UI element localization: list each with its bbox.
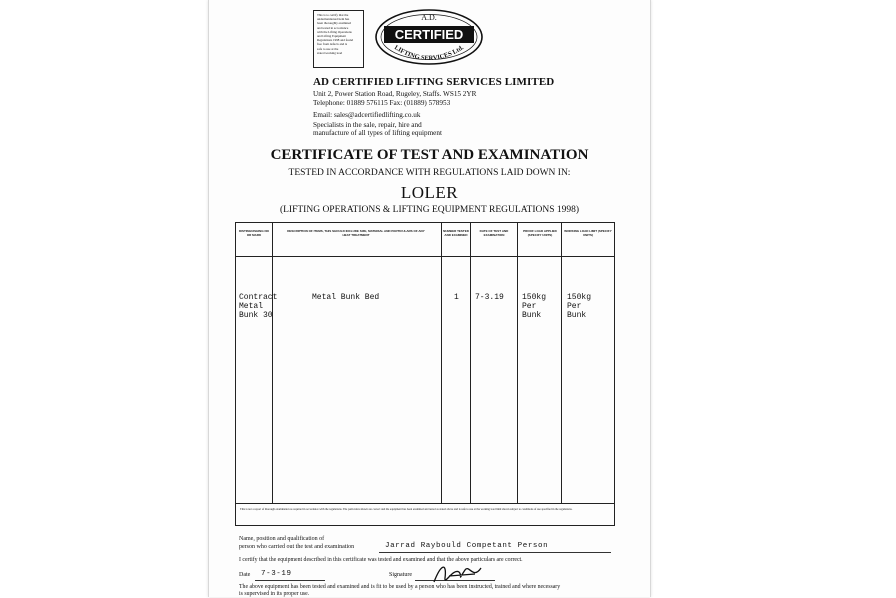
notice-line: safe to use at the [317, 46, 339, 51]
name-label: Name, position and qualification of [239, 536, 325, 542]
cell-number: 1 [454, 293, 459, 302]
notice-line: This is to certify that the [317, 13, 349, 17]
header-proof-load: PROOF LOAD APPLIED (SPECIFY UNITS) [523, 229, 557, 237]
svg-text:LIFTING SERVICES Ltd. [393, 44, 465, 62]
cell-description: Metal Bunk Bed [312, 293, 380, 302]
test-table [235, 222, 615, 526]
regulation-code: LOLER [400, 183, 459, 202]
cell-mark: Contract Metal Bunk 30 [239, 293, 278, 320]
company-address: Unit 2, Power Station Road, Rugeley, Staffs. WS15 2YR [313, 90, 477, 98]
header-number-tested: NUMBER TESTED AND EXAMINED [443, 229, 469, 237]
company-phone: Telephone: 01889 576115 Fax: (01889) 578953 [313, 99, 451, 107]
logo-arc-text: LIFTING SERVICES Ltd. [392, 44, 466, 63]
certificate-page [208, 0, 651, 597]
certificate-title: CERTIFICATE OF TEST AND EXAMINATION [270, 147, 589, 163]
date-value: 7-3-19 [261, 570, 292, 578]
cell-date: 7-3.19 [475, 293, 504, 302]
header-date: DATE OF TEST AND EXAMINATION [479, 229, 509, 237]
notice-line: and tested in accordance [317, 25, 349, 30]
signature-label: Signature [389, 572, 412, 578]
date-label: Date [239, 572, 251, 578]
company-tagline: manufacture of all types of lifting equipment [313, 129, 442, 137]
cell-working-load: 150kg Per Bunk [567, 293, 592, 320]
header-distinguishing-mark: DISTINGUISHING NO OR MARK [238, 229, 269, 237]
logo-top-text: A.D. [421, 13, 437, 22]
company-name: AD CERTIFIED LIFTING SERVICES LIMITED [313, 76, 555, 88]
header-working-load: WORKING LOAD LIMIT (SPECIFY UNITS) [564, 229, 612, 237]
certify-statement: I certify that the equipment described in this certificate was tested and examined and that the above particulars are correct. [239, 557, 523, 563]
logo-main-text: CERTIFIED [394, 27, 464, 42]
notice-line: free from defects and is [317, 42, 348, 47]
notice-line: been thoroughly examined [317, 21, 351, 26]
notice-line: and Lifting Equipment [317, 34, 347, 39]
company-logo [374, 8, 484, 66]
company-email: Email: sales@adcertifiedlifting.co.uk [313, 111, 421, 119]
closing-statement: is supervised in its proper use. [239, 591, 310, 597]
certification-notice-box [313, 10, 364, 68]
notice-line: Regulations 1998 and found [317, 38, 354, 43]
tester-name: Jarrad Raybould Competant Person [385, 542, 549, 550]
header-description: DESCRIPTION OF ITEMS, THIS SHOULD INCLUDE SIZE, MATERIAL AND PARTICULARS OF ANY HEAT TREATMENT [287, 229, 425, 237]
regulation-full-name: (LIFTING OPERATIONS & LIFTING EQUIPMENT REGULATIONS 1998) [279, 205, 580, 215]
notice-line: stated working load [317, 50, 343, 55]
company-tagline: Specialists in the sale, repair, hire and [313, 121, 422, 129]
table-footnote: This is not a report of thorough examination as required in accordance with the regulations. The particulars shown are correct and the equipment has been examined and tested as stated above and is safe to use at the working load limit shown subject to conditions of use specified in the regulations. [240, 508, 573, 511]
notice-line: with the Lifting Operations [317, 29, 352, 34]
closing-statement: The above equipment has been tested and examined and is fit to be used by a person who has been instructed, trained and where necessary [239, 584, 561, 590]
cell-proof-load: 150kg Per Bunk [522, 293, 547, 320]
notice-line: undermentioned item has [317, 17, 350, 22]
certificate-subtitle: TESTED IN ACCORDANCE WITH REGULATIONS LAID DOWN IN: [288, 168, 571, 178]
name-label: person who carried out the test and examination [239, 544, 355, 550]
